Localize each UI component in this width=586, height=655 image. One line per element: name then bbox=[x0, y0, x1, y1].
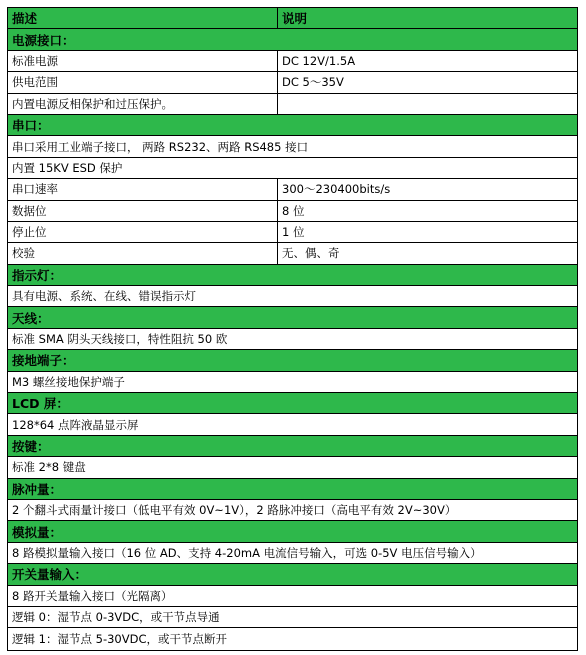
row-value: DC 12V/1.5A bbox=[282, 53, 356, 68]
section-header bbox=[8, 479, 577, 500]
table-row bbox=[8, 607, 577, 628]
row-text: 逻辑 1：湿节点 5-30VDC，或干节点断开 bbox=[12, 632, 227, 647]
row-text: 128*64 点阵液晶显示屏 bbox=[12, 417, 139, 432]
row-text: 标准 SMA 阴头天线接口，特性阻抗 50 欧 bbox=[12, 332, 228, 347]
row-text: 8 路模拟量输入接口（16 位 AD、支持 4-20mA 电流信号输入，可选 0-5V 电压信号输入） bbox=[12, 545, 482, 560]
row-label: 停止位 bbox=[8, 222, 278, 242]
table-row bbox=[8, 51, 577, 72]
table-row bbox=[8, 414, 577, 435]
row-value: 8 位 bbox=[282, 203, 305, 218]
section-header bbox=[8, 265, 577, 286]
table-row bbox=[8, 372, 577, 393]
row-value: 无、偶、奇 bbox=[282, 246, 340, 261]
table-row bbox=[8, 543, 577, 564]
row-text: 具有电源、系统、在线、错误指示灯 bbox=[12, 289, 196, 304]
header-explanation: 说明 bbox=[282, 11, 308, 27]
row-label: 内置电源反相保护和过压保护。 bbox=[8, 94, 278, 114]
table-row bbox=[8, 628, 577, 649]
row-text: 逻辑 0：湿节点 0-3VDC，或干节点导通 bbox=[12, 610, 220, 625]
section-header bbox=[8, 350, 577, 371]
section-title: 电源接口： bbox=[12, 32, 75, 48]
row-value: DC 5～35V bbox=[282, 75, 344, 90]
row-text: 2 个翻斗式雨量计接口（低电平有效 0V~1V），2 路脉冲接口（高电平有效 2V~30V） bbox=[12, 503, 457, 518]
row-text: 内置 15KV ESD 保护 bbox=[12, 160, 123, 175]
row-text: 标准 2*8 键盘 bbox=[12, 460, 86, 475]
table-row bbox=[8, 457, 577, 478]
section-title: LCD 屏： bbox=[12, 396, 69, 412]
section-header bbox=[8, 29, 577, 50]
section-header bbox=[8, 436, 577, 457]
row-text: 8 路开关量输入接口（光隔离） bbox=[12, 588, 173, 603]
table-row bbox=[8, 243, 577, 264]
table-row bbox=[8, 201, 577, 222]
table-header bbox=[8, 8, 577, 29]
table-row bbox=[8, 500, 577, 521]
table-row bbox=[8, 286, 577, 307]
table-row bbox=[8, 136, 577, 157]
table-row bbox=[8, 329, 577, 350]
row-label: 校验 bbox=[8, 243, 278, 263]
table-row bbox=[8, 586, 577, 607]
table-row bbox=[8, 72, 577, 93]
section-title: 串口： bbox=[12, 118, 50, 134]
spec-table bbox=[7, 7, 578, 651]
section-title: 指示灯： bbox=[12, 267, 63, 283]
section-header bbox=[8, 564, 577, 585]
row-label: 标准电源 bbox=[8, 51, 278, 71]
section-title: 接地端子： bbox=[12, 353, 75, 369]
table-row bbox=[8, 179, 577, 200]
section-title: 模拟量： bbox=[12, 524, 63, 540]
section-title: 按键： bbox=[12, 439, 50, 454]
row-value: 1 位 bbox=[282, 225, 305, 240]
row-label: 数据位 bbox=[8, 201, 278, 221]
row-text: M3 螺丝接地保护端子 bbox=[12, 374, 125, 389]
row-text: 串口采用工业端子接口， 两路 RS232、两路 RS485 接口 bbox=[12, 139, 309, 154]
section-header bbox=[8, 393, 577, 414]
row-label: 供电范围 bbox=[8, 72, 278, 92]
section-title: 脉冲量： bbox=[12, 481, 63, 497]
section-header bbox=[8, 115, 577, 136]
table-row bbox=[8, 158, 577, 179]
header-description: 描述 bbox=[8, 8, 278, 28]
row-label: 串口速率 bbox=[8, 179, 278, 199]
row-value: 300～230400bits/s bbox=[282, 182, 391, 197]
section-header bbox=[8, 521, 577, 542]
section-title: 开关量输入： bbox=[12, 567, 88, 583]
table-row bbox=[8, 94, 577, 115]
row-value bbox=[278, 94, 577, 114]
section-title: 天线： bbox=[12, 310, 50, 326]
section-header bbox=[8, 307, 577, 328]
table-row bbox=[8, 222, 577, 243]
